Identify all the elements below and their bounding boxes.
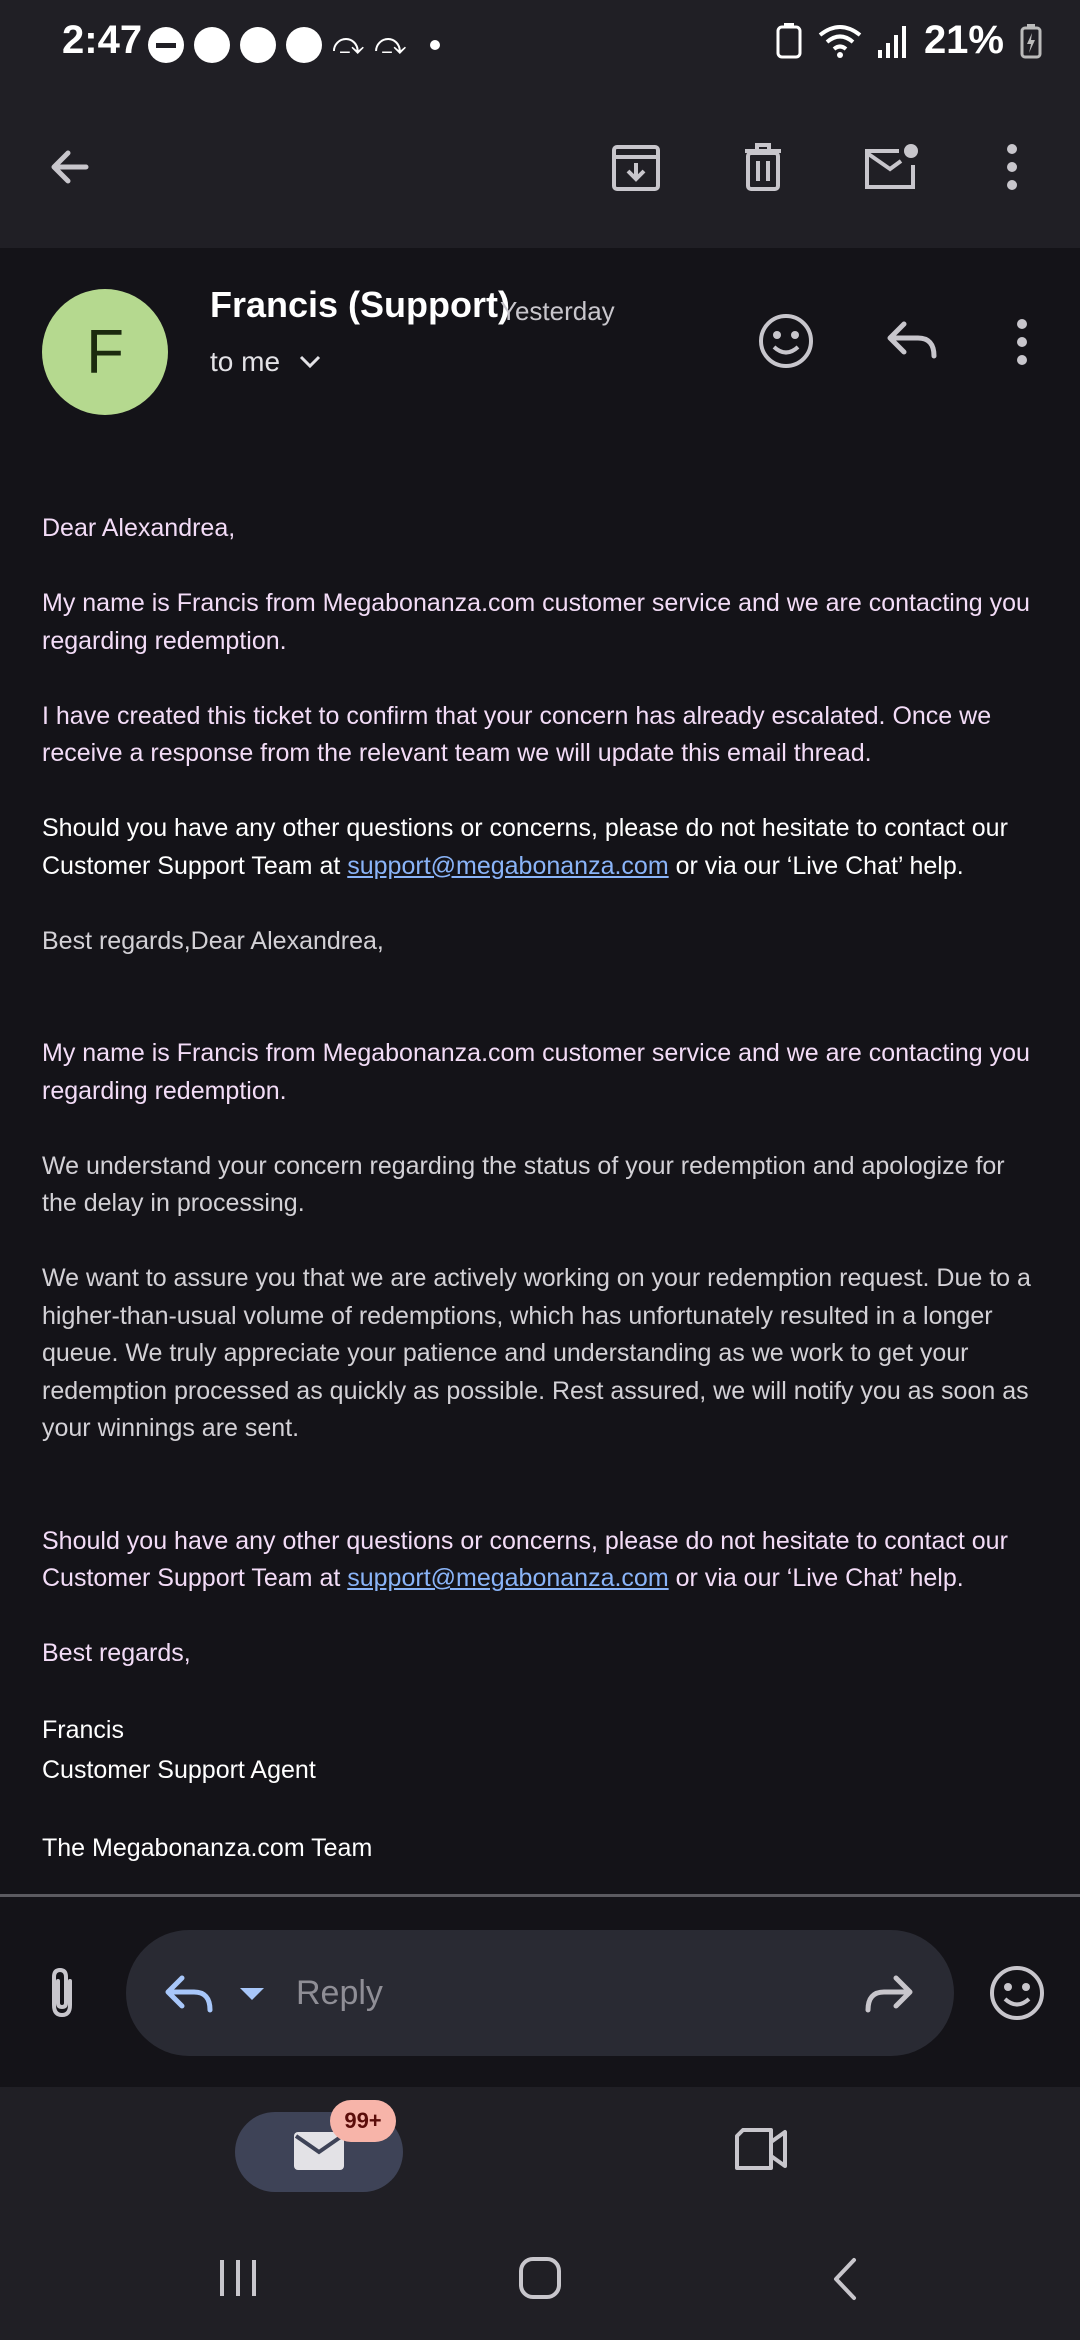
status-bar bbox=[0, 0, 1080, 90]
battery-percent: 21% bbox=[923, 18, 1004, 62]
home-icon bbox=[518, 2256, 562, 2300]
system-icons bbox=[776, 18, 1042, 63]
recipient-details[interactable] bbox=[210, 346, 322, 378]
unread-badge: 99+ bbox=[330, 2100, 396, 2142]
add-reaction-button[interactable] bbox=[757, 312, 815, 370]
notification-icons bbox=[148, 24, 440, 66]
body-paragraph: My name is Francis from Megabonanza.com customer service and we are contacting you regarding redemption. bbox=[42, 1039, 1030, 1105]
body-paragraph: Dear Alexandrea, bbox=[42, 514, 236, 542]
body-paragraph: We want to assure you that we are actively working on your redemption request. Due to a higher-than-usual volume of redemptions, which has unfortunately resulted in a longer queue. We truly appreciate your patience and understanding as we work to get your redemption processed as quickly as possible. Rest assured, we will notify you as soon as your winnings are sent. bbox=[42, 1264, 1031, 1442]
battery-charging-icon bbox=[1020, 23, 1042, 59]
message-more-button[interactable] bbox=[1016, 318, 1028, 366]
body-paragraph: My name is Francis from Megabonanza.com customer service and we are contacting you regarding redemption. bbox=[42, 589, 1030, 655]
video-camera-icon bbox=[733, 2126, 789, 2172]
wifi-icon bbox=[818, 23, 862, 59]
mark-unread-icon bbox=[861, 141, 921, 193]
attach-button[interactable] bbox=[40, 1965, 84, 2021]
arrow-back-icon bbox=[46, 143, 94, 191]
reply-icon bbox=[164, 1972, 214, 2014]
battery-saver-icon bbox=[776, 23, 802, 59]
reply-type-button[interactable] bbox=[164, 1972, 214, 2014]
sender-avatar[interactable]: F bbox=[42, 289, 168, 415]
bottom-navigation bbox=[0, 2087, 1080, 2232]
reply-icon bbox=[886, 318, 938, 362]
emoji-icon bbox=[988, 1964, 1046, 2022]
body-paragraph: Should you have any other questions or concerns, please do not hesitate to contact our Customer Support Team at support@megabonanza.com or via our ‘Live Chat’ help. bbox=[42, 1526, 1008, 1592]
trash-icon bbox=[739, 141, 787, 193]
delete-button[interactable] bbox=[727, 131, 799, 203]
back-button[interactable] bbox=[34, 131, 106, 203]
signal-icon bbox=[878, 24, 908, 58]
reply-button[interactable] bbox=[886, 318, 938, 362]
status-time: 2:47 bbox=[62, 18, 143, 62]
signature-team: The Megabonanza.com Team bbox=[42, 1834, 373, 1862]
body-paragraph: Best regards,Dear Alexandrea, bbox=[42, 926, 384, 955]
more-options-button[interactable] bbox=[976, 131, 1048, 203]
body-paragraph: Best regards, bbox=[42, 1639, 191, 1667]
signature-name: Francis bbox=[42, 1716, 124, 1744]
nav-meet[interactable] bbox=[733, 2126, 789, 2172]
signature bbox=[42, 1710, 1042, 1868]
messenger-icon bbox=[240, 27, 276, 63]
recipient-label: to me bbox=[210, 346, 281, 377]
archive-button[interactable] bbox=[600, 131, 672, 203]
chevron-left-icon bbox=[830, 2256, 860, 2302]
more-notifications-icon bbox=[430, 40, 440, 50]
reply-options-dropdown[interactable] bbox=[238, 1986, 266, 2002]
mark-unread-button[interactable] bbox=[855, 131, 927, 203]
email-body bbox=[42, 510, 1042, 1868]
emoji-icon bbox=[757, 312, 815, 370]
archive-icon bbox=[610, 141, 662, 193]
chevron-down-icon bbox=[298, 354, 322, 370]
support-email-link[interactable]: support@megabonanza.com bbox=[347, 851, 669, 880]
support-email-link[interactable]: support@megabonanza.com bbox=[347, 1564, 669, 1592]
reaction-button[interactable] bbox=[988, 1964, 1046, 2022]
recents-icon bbox=[216, 2258, 260, 2298]
dnd-icon bbox=[148, 27, 184, 63]
app-toolbar bbox=[0, 90, 1080, 248]
recent-apps-button[interactable] bbox=[216, 2258, 260, 2298]
attachment-icon bbox=[40, 1965, 84, 2021]
body-paragraph: I have created this ticket to confirm that your concern has already escalated. Once we receive a response from the relevant team we will update this email thread. bbox=[42, 701, 992, 767]
missed-call-icon: ⤼ bbox=[332, 28, 365, 61]
caret-down-icon bbox=[238, 1986, 266, 2002]
home-button[interactable] bbox=[518, 2256, 562, 2300]
forward-button[interactable] bbox=[864, 1974, 914, 2014]
body-paragraph: We understand your concern regarding the status of your redemption and apologize for the delay in processing. bbox=[42, 1151, 1005, 1217]
messenger-icon bbox=[194, 27, 230, 63]
missed-call-icon: ⤼ bbox=[374, 28, 407, 61]
forward-icon bbox=[864, 1974, 914, 2014]
signature-title: Customer Support Agent bbox=[42, 1756, 316, 1784]
sender-name[interactable]: Francis (Support) bbox=[210, 284, 511, 325]
body-paragraph: Should you have any other questions or concerns, please do not hesitate to contact our Customer Support Team at support@megabonanza.com or via our ‘Live Chat’ help. bbox=[42, 814, 1008, 880]
email-date: Yesterday bbox=[500, 296, 615, 326]
more-vert-icon bbox=[1006, 143, 1018, 191]
messenger-icon bbox=[286, 27, 322, 63]
reply-placeholder[interactable]: Reply bbox=[296, 1974, 383, 2012]
system-back-button[interactable] bbox=[830, 2256, 860, 2302]
more-vert-icon bbox=[1016, 318, 1028, 366]
